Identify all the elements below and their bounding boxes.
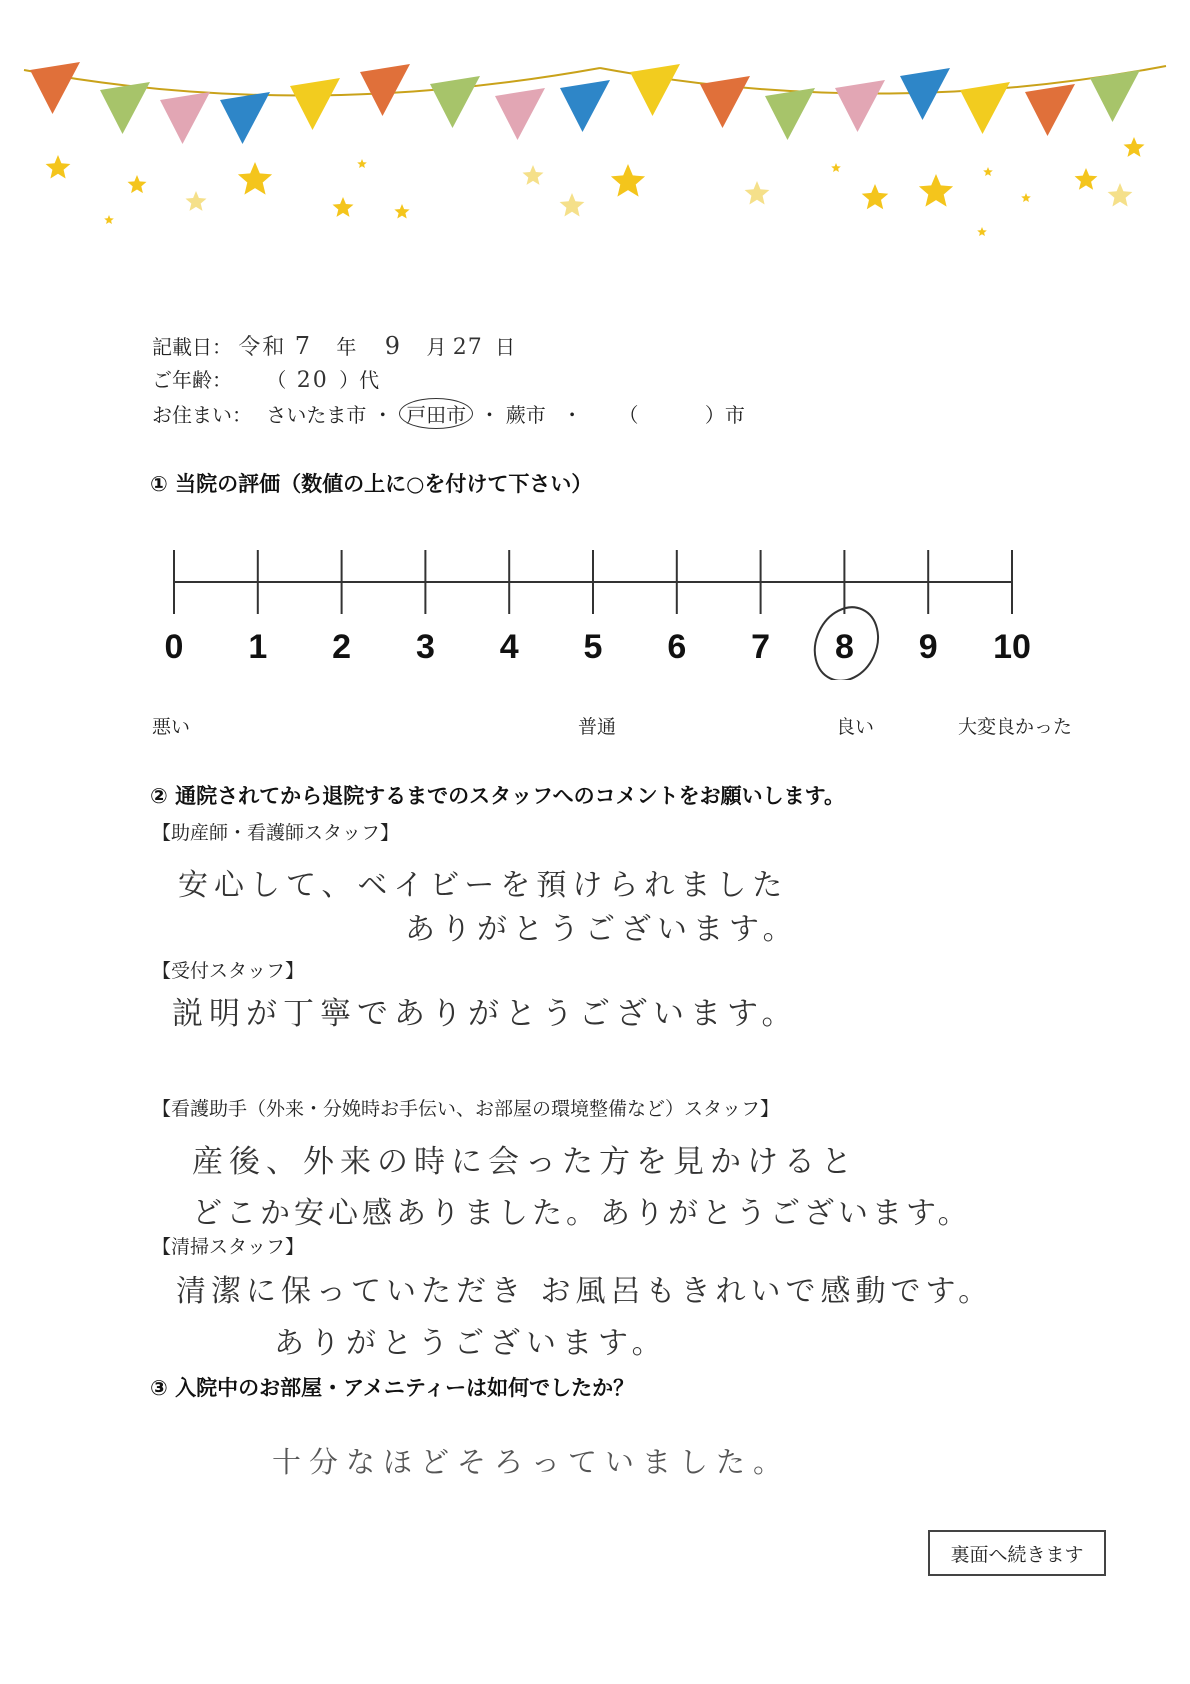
star-icon [745,181,770,205]
date-row [152,330,515,361]
scale-tick-label-6: 6 [667,628,687,666]
star-icon [983,167,993,176]
scale-tick-label-2: 2 [332,628,352,666]
residence-separator: ・ [372,403,393,427]
cleaning-comment-line-2: ありがとうございます。 [274,1326,668,1361]
label-very-good: 大変良かった [958,716,1073,738]
date-label: 記載日： [152,335,232,359]
month-value: 9 [384,332,407,360]
bunting-decoration [0,0,1190,250]
star-icon [46,155,71,179]
bunting-flags [24,62,1166,144]
bunting-flag [960,82,1010,134]
star-icon [1075,168,1098,190]
q3-heading: ③ 入院中のお部屋・アメニティーは如何でしたか？ [150,1376,635,1400]
star-icon [523,165,544,185]
star-icon [394,204,409,219]
age-close: ）代 [339,368,380,392]
scale-tick-label-4: 4 [499,628,519,666]
reception-label: 【受付スタッフ】 [152,960,305,982]
reception-comment-line-1: 説明が丁寧でありがとうございます。 [172,996,799,1032]
star-icon [128,175,147,193]
residence-separator: ・ [479,403,500,427]
bunting-flag [30,62,80,114]
age-open: （ [266,368,287,392]
star-icon [333,197,354,217]
bunting-flag [835,80,885,132]
residence-row [152,398,745,429]
residence-label: お住まい： [152,403,252,427]
day-value: 27 [452,335,483,360]
rating-scale [150,530,1050,680]
cleaning-label: 【清掃スタッフ】 [152,1236,305,1258]
star-icon [862,184,889,209]
label-bad: 悪い [152,716,191,738]
scale-tick-label-3: 3 [415,628,435,666]
scale-tick-label-7: 7 [751,628,771,666]
bunting-flag [630,64,680,116]
residence-option-saitama: さいたま市 [266,403,367,427]
bunting-flag [360,64,410,116]
star-icon [1108,183,1133,207]
bunting-string [600,66,1166,94]
residence-separator: ・ [562,403,583,427]
scale-tick-label-8: 8 [834,628,854,666]
scale-tick-label-5: 5 [583,628,603,666]
nursing-assistant-label: 【看護助手（外来・分娩時お手伝い、お部屋の環境整備など）スタッフ】 [152,1098,780,1120]
star-icon [186,191,207,211]
residence-other-open: （ [618,403,639,427]
day-unit: 日 [495,335,516,359]
residence-other-close: ）市 [704,403,745,427]
label-good: 良い [836,716,875,738]
bunting-flag [100,82,150,134]
continue-on-back-note [928,1530,1106,1576]
bunting-flag [700,76,750,128]
age-value: 20 [296,368,329,393]
bunting-flag [160,92,210,144]
bunting-flag [765,88,815,140]
bunting-flag [1090,70,1140,122]
month-unit: 月 [426,335,447,359]
scale-tick-label-9: 9 [918,628,938,666]
age-row [152,364,379,393]
nursing-assistant-comment-line-1: 産後、外来の時に会った方を見かけると [192,1144,858,1180]
midwife-nurse-comment-line-1: 安心して、ベイビーを預けられました [178,868,789,903]
scale-tick-label-0: 0 [164,628,184,666]
bunting-flag [290,78,340,130]
star-decorations [46,137,1145,236]
star-icon [357,159,367,168]
scale-tick-label-10: 10 [993,628,1031,666]
star-icon [977,227,987,236]
star-icon [1124,137,1145,157]
bunting-flag [495,88,545,140]
label-normal: 普通 [578,716,617,738]
era-handwritten: 令和 [238,335,287,360]
star-icon [1021,193,1031,202]
q2-heading: ② 通院されてから退院するまでのスタッフへのコメントをお願いします。 [150,784,845,808]
age-label: ご年齢： [152,368,232,392]
star-icon [104,215,114,224]
bunting-flag [430,76,480,128]
residence-option-warabi: 蕨市 [505,403,546,427]
q3-answer: 十分なほどそろっていました。 [272,1445,791,1479]
star-icon [238,162,272,195]
continue-label: 裏面へ続きます [950,1543,1084,1566]
nursing-assistant-comment-line-2: どこか安心感ありました。ありがとうございます。 [192,1196,972,1231]
bunting-flag [220,92,270,144]
star-icon [831,163,841,172]
scale-ticks [165,550,1031,680]
q1-heading: ① 当院の評価（数値の上に○を付けて下さい） [150,472,593,496]
cleaning-comment-line-1: 清潔に保っていただき お風呂もきれいで感動です。 [176,1274,994,1309]
star-icon [611,164,645,197]
star-icon [919,174,953,207]
midwife-nurse-label: 【助産師・看護師スタッフ】 [152,822,400,844]
year-value: 7 [294,332,317,360]
residence-option-toda: 戸田市 [399,398,473,429]
year-unit: 年 [336,335,357,359]
midwife-nurse-comment-line-2: ありがとうございます。 [405,912,799,947]
bunting-flag [560,80,610,132]
star-icon [560,193,585,217]
scale-tick-label-1: 1 [248,628,268,666]
bunting-flag [1025,84,1075,136]
